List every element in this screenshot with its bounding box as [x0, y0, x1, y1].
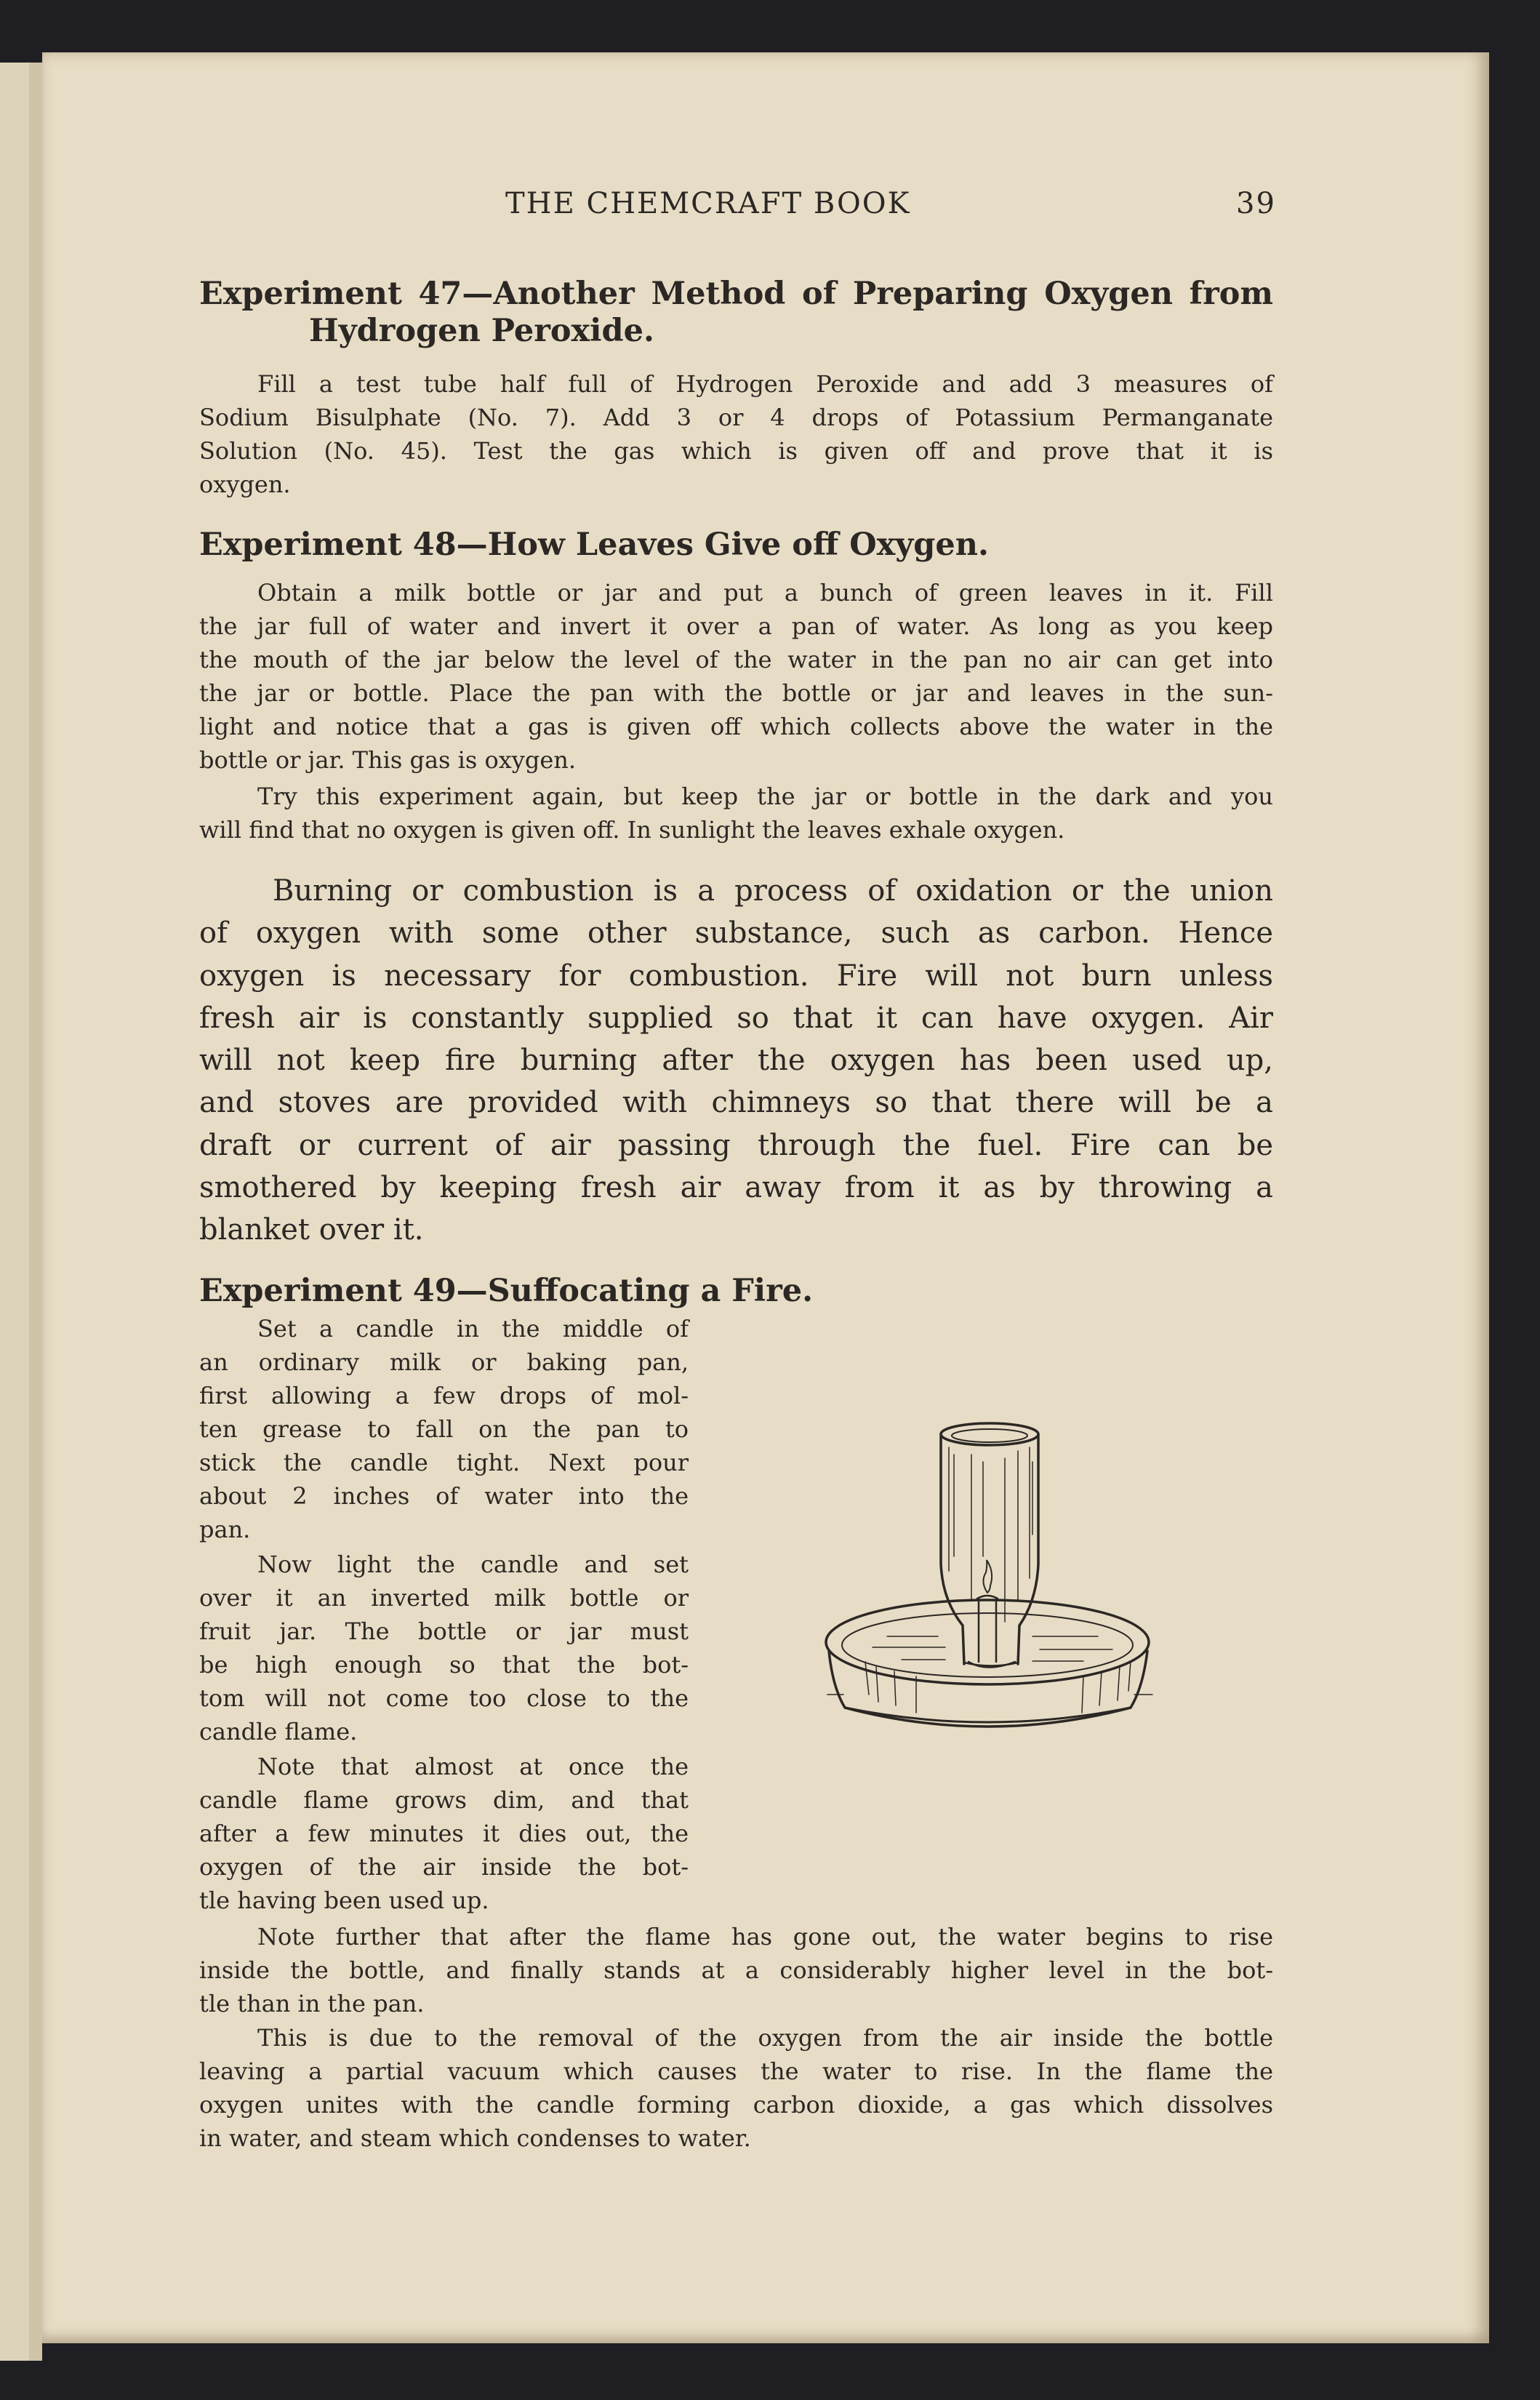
experiment-48-text: [199, 576, 1273, 777]
text-line: oxygen is necessary for combustion. Fire will not burn unless: [199, 959, 1273, 993]
pan-icon: [826, 1600, 1152, 1727]
text-line: the jar or bottle. Place the pan with the bottle or jar and leaves in the sun-: [199, 679, 1273, 707]
running-head-title: THE CHEMCRAFT BOOK: [505, 187, 911, 220]
text-line: oxygen of the air inside the bot-: [199, 1853, 689, 1881]
text-line: in water, and steam which condenses to water.: [199, 2124, 751, 2152]
text-line: fruit jar. The bottle or jar must: [199, 1617, 689, 1645]
text-line: blanket over it.: [199, 1213, 424, 1247]
combustion-paragraph: [199, 870, 1273, 1252]
text-line: over it an inverted milk bottle or: [199, 1584, 689, 1612]
text-line: Note that almost at once the: [257, 1753, 689, 1780]
text-line: fresh air is constantly supplied so that it can have oxygen. Air: [199, 1001, 1273, 1035]
experiment-49-text-3: [199, 1750, 689, 1917]
page-number: 39: [1236, 187, 1276, 220]
text-line: oxygen unites with the candle forming carbon dioxide, a gas which dissolves: [199, 2091, 1273, 2119]
text-line: an ordinary milk or baking pan,: [199, 1348, 689, 1376]
text-line: smothered by keeping fresh air away from it as by throwing a: [199, 1171, 1273, 1205]
text-line: first allowing a few drops of mol-: [199, 1382, 689, 1409]
experiment-48-text-2: [199, 780, 1273, 847]
text-line: oxygen.: [199, 471, 291, 498]
text-line: Experiment 48—How Leaves Give off Oxygen.: [199, 527, 989, 563]
text-line: Set a candle in the middle of: [257, 1315, 689, 1343]
text-line: Fill a test tube half full of Hydrogen Peroxide and add 3 measures of: [257, 370, 1273, 398]
text-line: the mouth of the jar below the level of the water in the pan no air can get into: [199, 646, 1273, 673]
text-line: Solution (No. 45). Test the gas which is given off and prove that it is: [199, 437, 1273, 465]
candle-bottle-pan-illustration: [800, 1382, 1309, 1855]
experiment-49-text-4: [199, 1920, 1273, 2020]
book-gutter: [29, 63, 42, 2361]
text-line: and stoves are provided with chimneys so that there will be a: [199, 1086, 1273, 1120]
experiment-49-text-2: [199, 1548, 689, 1748]
facing-page-edge: [0, 63, 29, 2361]
experiment-47-heading: [199, 276, 1273, 350]
text-line: the jar full of water and invert it over a pan of water. As long as you keep: [199, 612, 1273, 640]
text-line: of oxygen with some other substance, such as carbon. Hence: [199, 916, 1273, 951]
text-line: will find that no oxygen is given off. In sunlight the leaves exhale oxygen.: [199, 816, 1065, 844]
text-line: will not keep fire burning after the oxygen has been used up,: [199, 1044, 1273, 1078]
text-line: about 2 inches of water into the: [199, 1482, 689, 1510]
text-line: bottle or jar. This gas is oxygen.: [199, 746, 577, 774]
text-line: candle flame grows dim, and that: [199, 1786, 689, 1814]
text-line: This is due to the removal of the oxygen from the air inside the bottle: [257, 2024, 1273, 2052]
text-line: be high enough so that the bot-: [199, 1651, 689, 1679]
text-line: tom will not come too close to the: [199, 1684, 689, 1712]
experiment-49-text-1: [199, 1312, 689, 1546]
text-line: pan.: [199, 1516, 251, 1543]
experiment-49-text-5: [199, 2021, 1273, 2155]
text-line: after a few minutes it dies out, the: [199, 1820, 689, 1847]
text-line: draft or current of air passing through the fuel. Fire can be: [199, 1128, 1273, 1162]
text-line: light and notice that a gas is given off which collects above the water in the: [199, 713, 1273, 740]
text-line: Experiment 49—Suffocating a Fire.: [199, 1273, 814, 1309]
text-line: Now light the candle and set: [257, 1551, 689, 1578]
text-line: Hydrogen Peroxide.: [309, 313, 654, 349]
text-line: ten grease to fall on the pan to: [199, 1415, 689, 1443]
text-line: stick the candle tight. Next pour: [199, 1449, 689, 1476]
text-line: Burning or combustion is a process of oxidation or the union: [273, 874, 1273, 908]
text-line: tle having been used up.: [199, 1887, 489, 1914]
text-line: tle than in the pan.: [199, 1990, 425, 2017]
experiment-47-text: [199, 367, 1273, 501]
text-line: candle flame.: [199, 1718, 358, 1745]
experiment-49-heading: [199, 1273, 1273, 1310]
text-line: Experiment 47—Another Method of Preparing Oxygen from: [199, 276, 1273, 312]
text-line: Try this experiment again, but keep the jar or bottle in the dark and you: [257, 783, 1273, 810]
text-line: Sodium Bisulphate (No. 7). Add 3 or 4 drops of Potassium Permanganate: [199, 404, 1273, 431]
experiment-48-heading: [199, 527, 1273, 564]
inverted-bottle-icon: [941, 1423, 1038, 1666]
text-line: inside the bottle, and finally stands at a considerably higher level in the bot-: [199, 1956, 1273, 1984]
text-line: leaving a partial vacuum which causes the water to rise. In the flame the: [199, 2057, 1273, 2085]
text-line: Note further that after the flame has gone out, the water begins to rise: [257, 1923, 1273, 1951]
text-line: Obtain a milk bottle or jar and put a bunch of green leaves in it. Fill: [257, 579, 1273, 607]
